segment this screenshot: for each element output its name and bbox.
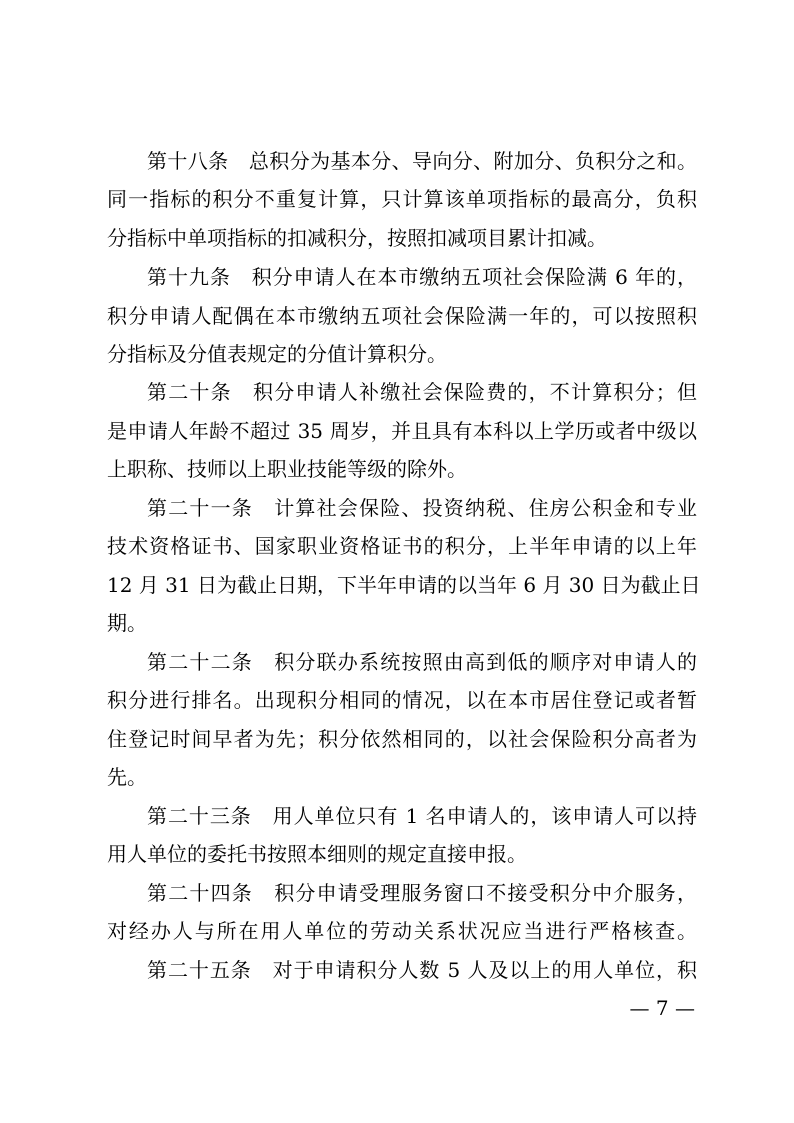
paragraph-line: 用人单位的委托书按照本细则的规定直接申报。 [107, 842, 527, 866]
paragraph-line: 积分申请人配偶在本市缴纳五项社会保险满一年的，可以按照积 [107, 304, 697, 328]
paragraph-line: 期。 [107, 611, 147, 635]
paragraph-line: 先。 [107, 765, 147, 789]
paragraph-line: 分指标中单项指标的扣减积分，按照扣减项目累计扣减。 [107, 226, 607, 250]
paragraph-line: 第十九条 积分申请人在本市缴纳五项社会保险满 6 年的， [147, 265, 697, 289]
paragraph-line: 第二十五条 对于申请积分人数 5 人及以上的用人单位，积 [147, 958, 697, 982]
paragraph-line: 第十八条 总积分为基本分、导向分、附加分、负积分之和。 [147, 149, 697, 173]
paragraph-line: 技术资格证书、国家职业资格证书的积分，上半年申请的以上年 [107, 534, 697, 558]
paragraph-line: 第二十二条 积分联办系统按照由高到低的顺序对申请人的 [147, 650, 697, 674]
paragraph-line: 同一指标的积分不重复计算，只计算该单项指标的最高分，负积 [107, 187, 697, 211]
paragraph-line: 是申请人年龄不超过 35 周岁，并且具有本科以上学历或者中级以 [107, 419, 697, 443]
paragraph-line: 第二十一条 计算社会保险、投资纳税、住房公积金和专业 [147, 496, 697, 520]
paragraph-line: 第二十三条 用人单位只有 1 名申请人的，该申请人可以持 [147, 804, 697, 828]
paragraph-line: 分指标及分值表规定的分值计算积分。 [107, 342, 447, 366]
paragraph-line: 12 月 31 日为截止日期，下半年申请的以当年 6 月 30 日为截止日 [107, 573, 701, 597]
paragraph-line: 上职称、技师以上职业技能等级的除外。 [107, 457, 467, 481]
paragraph-line: 第二十四条 积分申请受理服务窗口不接受积分中介服务， [147, 881, 697, 905]
paragraph-line: 第二十条 积分申请人补缴社会保险费的，不计算积分；但 [147, 380, 697, 404]
paragraph-line: 对经办人与所在用人单位的劳动关系状况应当进行严格核查。 [107, 919, 697, 943]
paragraph-line: 住登记时间早者为先；积分依然相同的，以社会保险积分高者为 [107, 727, 697, 751]
page-number: — 7 — [629, 996, 695, 1020]
paragraph-line: 积分进行排名。出现积分相同的情况，以在本市居住登记或者暂 [107, 688, 697, 712]
